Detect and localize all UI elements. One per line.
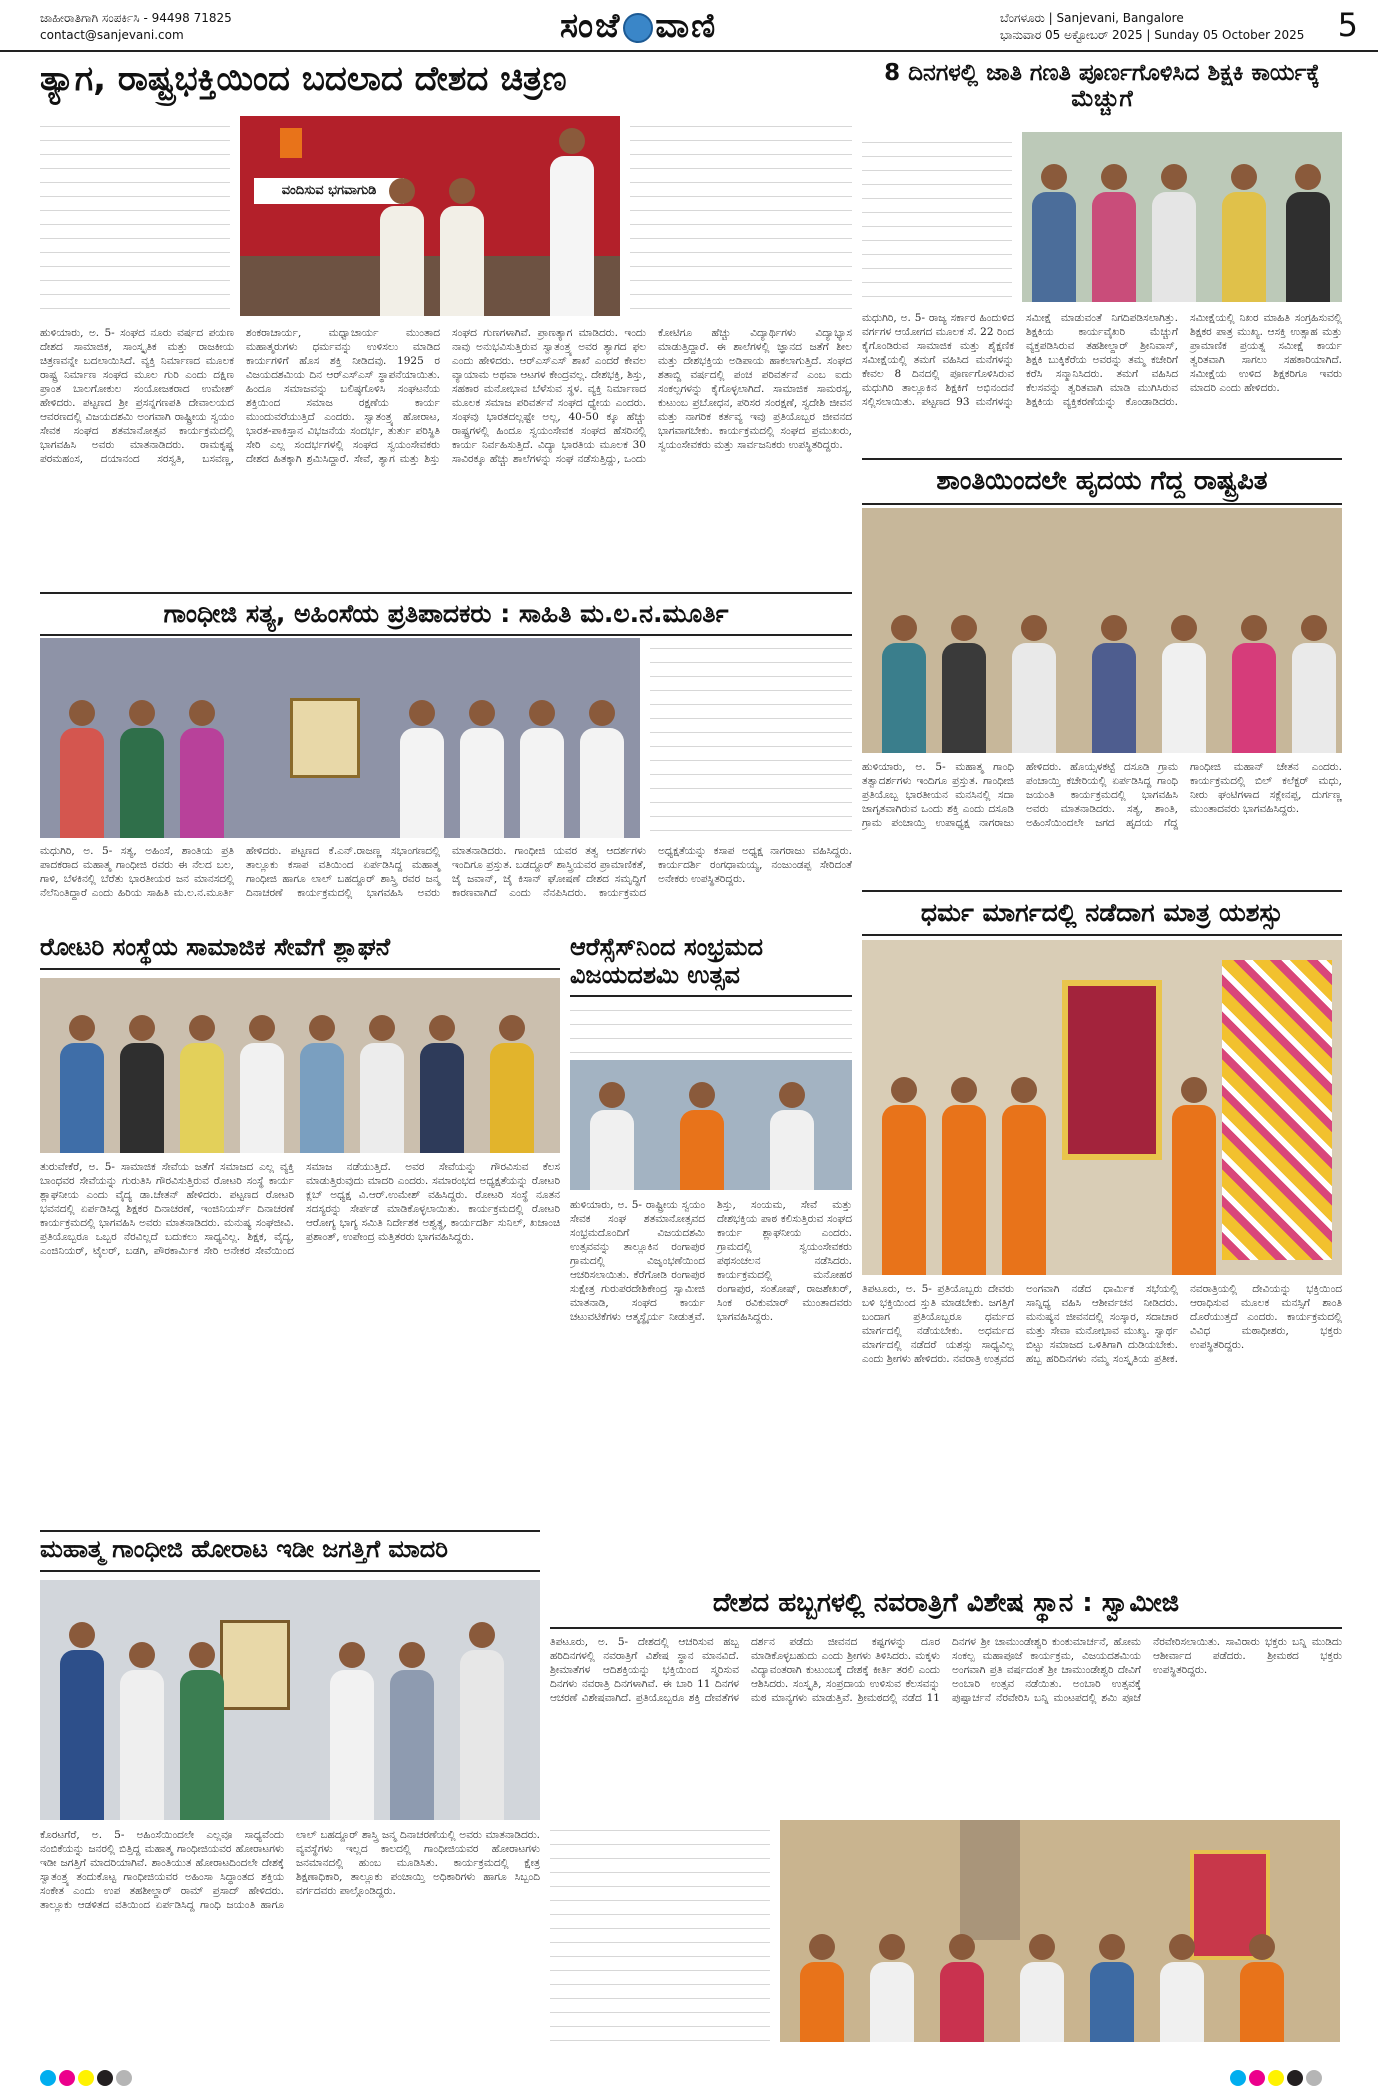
person bbox=[1286, 164, 1330, 302]
photo-teacher-felicitation bbox=[1022, 132, 1342, 302]
person bbox=[520, 700, 564, 838]
black-swatch bbox=[97, 2070, 113, 2086]
photo-gandhi-jayanti-panchayat bbox=[862, 508, 1342, 753]
deity-shrine bbox=[1062, 980, 1162, 1160]
photo-rotary-felicitation bbox=[40, 978, 560, 1153]
article-body: ಮಧುಗಿರಿ, ಅ. 5- ಸತ್ಯ, ಅಹಿಂಸೆ, ಶಾಂತಿಯ ಪ್ರತಿ ಪಾದಕರಾದ ಮಹಾತ್ಮ ಗಾಂಧೀಜಿ ರವರು ಈ ನೆಲದ ಬಲ, ಗಾಳಿ, ಬೆಳಕಿನಲ್ಲಿ ಬೆರೆತು ಭಾರತೀಯರ ಜನ ಮಾನಸದಲ್ಲಿ ನೆಲೆನಿಂತಿದ್ದಾರೆ ಎಂದು ಹಿರಿಯ ಸಾಹಿತಿ ಮ.ಲ.ನ.ಮೂರ್ತಿ ಹೇಳಿದರು. ಪಟ್ಟಣದ ಕೆ.ಎನ್.ರಾಜಣ್ಣ ಸಭಾಂಗಣದಲ್ಲಿ ತಾಲ್ಲೂಕು ಕಸಾಪ ವತಿಯಿಂದ ಏರ್ಪಡಿಸಿದ್ದ ಮಹಾತ್ಮ ಗಾಂಧೀಜಿ ಹಾಗೂ ಲಾಲ್ ಬಹದ್ದೂರ್ ಶಾಸ್ತ್ರಿ ರವರ ಜನ್ಮ ದಿನಾಚರಣೆ ಕಾರ್ಯಕ್ರಮದಲ್ಲಿ ಭಾಗವಹಿಸಿ ಅವರು ಮಾತನಾಡಿದರು. ಗಾಂಧೀಜಿ ಯವರ ತತ್ವ ಆದರ್ಶಗಳು ಇಂದಿಗೂ ಪ್ರಸ್ತುತ. ಬಡದ್ದೂರ್ ಶಾಸ್ತ್ರಿಯವರ ಪ್ರಾಮಾಣಿಕತೆ, ಜೈ ಜವಾನ್, ಜೈ ಕಿಸಾನ್ ಘೋಷಣೆ ದೇಶದ ಸಮೃದ್ಧಿಗೆ ಕಾರಣವಾಗಿದೆ ಎಂದು ನೆನಪಿಸಿದರು. ಕಾರ್ಯಕ್ರಮದ ಅಧ್ಯಕ್ಷತೆಯನ್ನು ಕಸಾಪ ಅಧ್ಯಕ್ಷ ನಾಗರಾಜು ವಹಿಸಿದ್ದರು. ಕಾರ್ಯದರ್ಶಿ ರಂಗಧಾಮಯ್ಯ, ನಂಜುಂಡಪ್ಪ ಸೇರಿದಂತೆ ಅನೇಕರು ಉಪಸ್ಥಿತರಿದ್ದರು. bbox=[40, 845, 852, 899]
gandhi-portrait bbox=[220, 1620, 290, 1710]
registration-marks-right bbox=[1230, 2070, 1325, 2090]
logo-right-text: ವಾಣಿ bbox=[655, 6, 718, 46]
article-body: ಹುಳಿಯಾರು, ಅ. 5- ಮಹಾತ್ಮ ಗಾಂಧಿ ತತ್ವಾದರ್ಶಗಳು ಇಂದಿಗೂ ಪ್ರಸ್ತುತ. ಗಾಂಧೀಜಿ ಪ್ರತಿಯೊಬ್ಬ ಭಾರತೀಯನ ಮನಸಿನಲ್ಲಿ ಸದಾ ಜಾಗೃತವಾಗಿರುವ ಒಂದು ಶಕ್ತಿ ಎಂದು ದಸೂಡಿ ಗ್ರಾಮ ಪಂಚಾಯ್ತಿ ಉಪಾಧ್ಯಕ್ಷ ನಾಗರಾಜು ಹೇಳಿದರು. ಹೊಯ್ಸಳಕಟ್ಟೆ ದಸೂಡಿ ಗ್ರಾಮ ಪಂಚಾಯ್ತಿ ಕಚೇರಿಯಲ್ಲಿ ಏರ್ಪಡಿಸಿದ್ದ ಗಾಂಧಿ ಜಯಂತಿ ಕಾರ್ಯಕ್ರಮದಲ್ಲಿ ಭಾಗವಹಿಸಿ ಅವರು ಮಾತನಾಡಿದರು. ಸತ್ಯ, ಶಾಂತಿ, ಅಹಿಂಸೆಯಿಂದಲೇ ಜಗದ ಹೃದಯ ಗೆದ್ದ ಗಾಂಧೀಜಿ ಮಹಾನ್ ಚೇತನ ಎಂದರು. ಕಾರ್ಯಕ್ರಮದಲ್ಲಿ ಬಿಲ್ ಕಲೆಕ್ಟರ್ ಮಧು, ನೀರು ಘಂಟಿಗಳಾದ ಸಕ್ಲೇನಪ್ಪ, ದುರ್ಗಣ್ಣ ಮುಂತಾದವರು ಭಾಗವಹಿಸಿದ್ದರು. bbox=[862, 761, 1342, 829]
person bbox=[460, 1622, 504, 1820]
person bbox=[60, 700, 104, 838]
person bbox=[590, 1082, 634, 1190]
article-father-of-nation bbox=[862, 458, 1342, 888]
gandhi-portrait bbox=[290, 698, 360, 778]
person bbox=[300, 1015, 344, 1153]
flower-garland bbox=[1222, 960, 1332, 1260]
article-body: ಹುಳಿಯಾರು, ಅ. 5- ರಾಷ್ಟ್ರೀಯ ಸ್ವಯಂ ಸೇವಕ ಸಂಘ ಶತಮಾನೋತ್ಸವದ ಸಂಭ್ರಮದೊಂದಿಗೆ ವಿಜಯದಶಮಿ ಉತ್ಸವವನ್ನು ತಾಲ್ಲೂಕಿನ ರಂಗಾಪುರ ಗ್ರಾಮದಲ್ಲಿ ವಿಜೃಂಭಣೆಯಿಂದ ಆಚರಿಸಲಾಯಿತು. ಕೆರೆಗೋಡಿ ರಂಗಾಪುರ ಸುಕ್ಷೇತ್ರ ಗುರುಪರದೇಶಿಕೇಂದ್ರ ಸ್ವಾಮೀಜಿ ಮಾತನಾಡಿ, ಸಂಘದ ಕಾರ್ಯ ಚಟುವಟಿಕೆಗಳು ಆತ್ಮಸ್ಥೈರ್ಯ ನೀಡುತ್ತವೆ. ಶಿಸ್ತು, ಸಂಯಮ, ಸೇವೆ ಮತ್ತು ದೇಶಭಕ್ತಿಯ ಪಾಠ ಕಲಿಸುತ್ತಿರುವ ಸಂಘದ ಕಾರ್ಯ ಶ್ಲಾಘನೀಯ ಎಂದರು. ಗ್ರಾಮದಲ್ಲಿ ಸ್ವಯಂಸೇವಕರು ಪಥಸಂಚಲನ ನಡೆಸಿದರು. ಕಾರ್ಯಕ್ರಮದಲ್ಲಿ ಮನೋಹರ ರಂಗಾಪುರ, ಸಂತೋಷ್, ರಾಜಶೇಖರ್, ಸಿಂಕ ರವಿಕುಮಾರ್ ಮುಂತಾದವರು ಭಾಗವಹಿಸಿದ್ದರು. bbox=[570, 1199, 852, 1323]
person bbox=[60, 1015, 104, 1153]
person bbox=[1172, 1077, 1216, 1275]
person bbox=[1032, 164, 1076, 302]
person bbox=[120, 1015, 164, 1153]
article-body-left bbox=[550, 1820, 770, 2042]
globe-icon bbox=[623, 13, 653, 43]
article-title: ದೇಶದ ಹಬ್ಬಗಳಲ್ಲಿ ನವರಾತ್ರಿಗೆ ವಿಶೇಷ ಸ್ಥಾನ : ಸ್ವಾಮೀಜಿ bbox=[550, 1585, 1342, 1629]
black-swatch bbox=[1287, 2070, 1303, 2086]
article-title: ಗಾಂಧೀಜಿ ಸತ್ಯ, ಅಹಿಂಸೆಯ ಪ್ರತಿಪಾದಕರು : ಸಾಹಿತಿ ಮ.ಲ.ನ.ಮೂರ್ತಿ bbox=[40, 592, 852, 636]
person bbox=[390, 1642, 434, 1820]
person bbox=[460, 700, 504, 838]
article-rss-centenary bbox=[40, 56, 852, 586]
article-body: ಹುಳಿಯಾರು, ಅ. 5- ಸಂಘದ ನೂರು ವರ್ಷದ ಪಯಣ ದೇಶದ ಸಾಮಾಜಿಕ, ಸಾಂಸ್ಕೃತಿಕ ಮತ್ತು ರಾಜಕೀಯ ಚಿತ್ರಣವನ್ನೇ ಬದಲಾಯಿಸಿದೆ. ವ್ಯಕ್ತಿ ನಿರ್ಮಾಣದ ಮೂಲಕ ರಾಷ್ಟ್ರ ನಿರ್ಮಾಣ ಸಂಘದ ಮೂಲ ಗುರಿ ಎಂದು ದಕ್ಷಿಣ ಪ್ರಾಂತ ಬಾಲಗೋಕುಲ ಸಂಯೋಜಕರಾದ ಉಮೇಶ್ ಹೇಳಿದರು. ಪಟ್ಟಣದ ಶ್ರೀ ಪ್ರಸನ್ನಗಣಪತಿ ದೇವಾಲಯದ ಆವರಣದಲ್ಲಿ ವಿಜಯದಶಮಿ ಅಂಗವಾಗಿ ರಾಷ್ಟ್ರೀಯ ಸ್ವಯಂ ಸೇವಕ ಸಂಘದ ಶತಮಾನೋತ್ಸವ ಕಾರ್ಯಕ್ರಮದಲ್ಲಿ ಭಾಗವಹಿಸಿ ಅವರು ಮಾತನಾಡಿದರು. ರಾಮಕೃಷ್ಣ ಪರಮಹಂಸ, ದಯಾನಂದ ಸರಸ್ವತಿ, ಬಸವಣ್ಣ, ಶಂಕರಾಚಾರ್ಯ, ಮಧ್ವಾಚಾರ್ಯ ಮುಂತಾದ ಮಹಾತ್ಮರುಗಳು ಧರ್ಮವನ್ನು ಉಳಿಸಲು ಮಾಡಿದ ಕಾರ್ಯಗಳಿಗೆ ಹೊಸ ಶಕ್ತಿ ನೀಡಿದವು. 1925 ರ ವಿಜಯದಶಮಿಯ ದಿನ ಆರ್‌ಎಸ್‌ಎಸ್ ಸ್ಥಾಪನೆಯಾಯಿತು. ಹಿಂದೂ ಸಮಾಜವನ್ನು ಬಲಿಷ್ಠಗೊಳಿಸಿ ಸಂಘಟನೆಯ ಶಕ್ತಿಯಿಂದ ಸಮಾಜ ರಕ್ಷಣೆಯ ಕಾರ್ಯ ಮುಂದುವರೆಯುತ್ತಿದೆ ಎಂದರು. ಸ್ವಾತಂತ್ರ್ಯ ಹೋರಾಟ, ಭಾರತ-ಪಾಕಿಸ್ತಾನ ವಿಭಜನೆಯ ಸಂದರ್ಭ, ತುರ್ತು ಪರಿಸ್ಥಿತಿ ಸೇರಿ ಎಲ್ಲ ಸಂದರ್ಭಗಳಲ್ಲಿ ಸಂಘದ ಸ್ವಯಂಸೇವಕರು ದೇಶದ ಹಿತಕ್ಕಾಗಿ ಶ್ರಮಿಸಿದ್ದಾರೆ. ಸೇವೆ, ತ್ಯಾಗ ಮತ್ತು ಶಿಸ್ತು ಸಂಘದ ಗುಣಗಳಾಗಿವೆ. ಪ್ರಾಣತ್ಯಾಗ ಮಾಡಿದರು. ಇಂದು ನಾವು ಅನುಭವಿಸುತ್ತಿರುವ ಸ್ವಾತಂತ್ರ್ಯ ಅವರ ತ್ಯಾಗದ ಫಲ ಎಂದು ಹೇಳಿದರು. ಆರ್‌ಎಸ್‌ಎಸ್ ಶಾಖೆ ಎಂದರೆ ಕೇವಲ ವ್ಯಾಯಾಮ ಅಥವಾ ಆಟಗಳ ಕೇಂದ್ರವಲ್ಲ. ದೇಶಭಕ್ತಿ, ಶಿಸ್ತು, ಸಹಕಾರ ಮನೋಭಾವ ಬೆಳೆಸುವ ಸ್ಥಳ. ವ್ಯಕ್ತಿ ನಿರ್ಮಾಣದ ಮೂಲಕ ಸಮಾಜ ಪರಿವರ್ತನೆ ಸಂಘದ ಧ್ಯೇಯ ಎಂದರು. ಸಂಘವು ಭಾರತದಲ್ಲಷ್ಟೇ ಅಲ್ಲ, 40-50 ಕ್ಕೂ ಹೆಚ್ಚು ರಾಷ್ಟ್ರಗಳಲ್ಲಿ ಹಿಂದೂ ಸ್ವಯಂಸೇವಕ ಸಂಘದ ಹೆಸರಿನಲ್ಲಿ ಕಾರ್ಯ ನಿರ್ವಹಿಸುತ್ತಿದೆ. ವಿದ್ಯಾ ಭಾರತಿಯ ಮೂಲಕ 30 ಸಾವಿರಕ್ಕೂ ಹೆಚ್ಚು ಶಾಲೆಗಳನ್ನು ಸಂಘ ನಡೆಸುತ್ತಿದ್ದು, ಒಂದು ಕೋಟಿಗೂ ಹೆಚ್ಚು ವಿದ್ಯಾರ್ಥಿಗಳು ವಿದ್ಯಾಭ್ಯಾಸ ಮಾಡುತ್ತಿದ್ದಾರೆ. ಈ ಶಾಲೆಗಳಲ್ಲಿ ಜ್ಞಾನದ ಜತೆಗೆ ಶೀಲ ಮತ್ತು ದೇಶಭಕ್ತಿಯ ಅಡಿಪಾಯ ಹಾಕಲಾಗುತ್ತಿದೆ. ಸಂಘದ ಶತಾಬ್ದಿ ವರ್ಷದಲ್ಲಿ ಪಂಚ ಪರಿವರ್ತನೆ ಎಂಬ ಐದು ಸಂಕಲ್ಪಗಳನ್ನು ಕೈಗೊಳ್ಳಲಾಗಿದೆ. ಸಾಮಾಜಿಕ ಸಾಮರಸ್ಯ, ಕುಟುಂಬ ಪ್ರಬೋಧನ, ಪರಿಸರ ಸಂರಕ್ಷಣೆ, ಸ್ವದೇಶಿ ಜೀವನ ಮತ್ತು ನಾಗರಿಕ ಕರ್ತವ್ಯ ಇವು ಪ್ರತಿಯೊಬ್ಬರ ಜೀವನದ ಭಾಗವಾಗಬೇಕು. ಕಾರ್ಯಕ್ರಮದಲ್ಲಿ ಸಂಘದ ಪ್ರಮುಖರು, ಸ್ವಯಂಸೇವಕರು ಮತ್ತು ಸಾರ್ವಜನಿಕರು ಉಪಸ್ಥಿತರಿದ್ದರು. bbox=[40, 327, 852, 465]
article-intro bbox=[570, 1000, 852, 1055]
person bbox=[1152, 164, 1196, 302]
person bbox=[1012, 615, 1056, 753]
yellow-swatch bbox=[1268, 2070, 1284, 2086]
edition-info bbox=[1000, 10, 1304, 44]
article-body: ತುರುವೇಕೆರೆ, ಅ. 5- ಸಾಮಾಜಿಕ ಸೇವೆಯ ಜತೆಗೆ ಸಮಾಜದ ಎಲ್ಲ ವ್ಯಕ್ತಿ ಬಾಂಧವರ ಸೇವೆಯನ್ನು ಗುರುತಿಸಿ ಗೌರವಿಸುತ್ತಿರುವ ರೋಟರಿ ಸಂಸ್ಥೆ ಕಾರ್ಯ ಶ್ಲಾಘನೀಯ ಎಂದು ವೈದ್ಯ ಡಾ.ಚೇತನ್ ಹೇಳಿದರು. ಪಟ್ಟಣದ ರೋಟರಿ ಭವನದಲ್ಲಿ ಏರ್ಪಡಿಸಿದ್ದ ಶಿಕ್ಷಕರ ದಿನಾಚರಣೆ, ಇಂಜಿನಿಯರ್ಸ್ ದಿನಾಚರಣೆ ಕಾರ್ಯಕ್ರಮದಲ್ಲಿ ಭಾಗವಹಿಸಿ ಅವರು ಮಾತನಾಡಿದರು. ಮನುಷ್ಯ ಸಂಘಜೀವಿ. ಪ್ರತಿಯೊಬ್ಬರೂ ಒಬ್ಬರ ನೆರವಿಲ್ಲದೆ ಬದುಕಲು ಸಾಧ್ಯವಿಲ್ಲ. ಶಿಕ್ಷಕ, ವೈದ್ಯ, ಎಂಜಿನಿಯರ್, ಟೈಲರ್, ಬಡಗಿ, ಪೌರಕಾರ್ಮಿಕ ಸೇರಿ ಅನೇಕರ ಸೇವೆಯಿಂದ ಸಮಾಜ ನಡೆಯುತ್ತಿದೆ. ಅವರ ಸೇವೆಯನ್ನು ಗೌರವಿಸುವ ಕೆಲಸ ಮಾಡುತ್ತಿರುವುದು ಮಾದರಿ ಎಂದರು. ಸಮಾರಂಭದ ಅಧ್ಯಕ್ಷತೆಯನ್ನು ರೋಟರಿ ಕ್ಲಬ್ ಅಧ್ಯಕ್ಷ ವಿ.ಆರ್.ಉಮೇಶ್ ವಹಿಸಿದ್ದರು. ರೋಟರಿ ಸಂಸ್ಥೆ ನೂತನ ಸದಸ್ಯರನ್ನು ಸೇರ್ಪಡೆ ಮಾಡಿಕೊಳ್ಳಲಾಯಿತು. ಕಾರ್ಯಕ್ರಮದಲ್ಲಿ ರೋಟರಿ ಆರೋಗ್ಯ ಭಾಗ್ಯ ಸಮಿತಿ ನಿರ್ದೇಶಕ ಅಶ್ವತ್ಥ, ಕಾರ್ಯದರ್ಶಿ ಸುನಿಲ್, ಖಜಾಂಚಿ ಪ್ರಶಾಂತ್, ಉಪೇಂದ್ರ ಮತ್ತಿತರರು ಭಾಗವಹಿಸಿದ್ದರು. bbox=[40, 1161, 560, 1257]
person bbox=[1160, 1934, 1204, 2042]
saffron-flag bbox=[280, 128, 302, 158]
newspaper-logo[interactable] bbox=[560, 6, 717, 46]
logo-left-text: ಸಂಜೆ bbox=[560, 6, 622, 46]
person bbox=[1162, 615, 1206, 753]
photo-rangapura-event bbox=[570, 1060, 852, 1190]
person bbox=[800, 1934, 844, 2042]
person bbox=[882, 615, 926, 753]
article-title: ಮಹಾತ್ಮ ಗಾಂಧೀಜಿ ಹೋರಾಟ ಇಡೀ ಜಗತ್ತಿಗೆ ಮಾದರಿ bbox=[40, 1530, 540, 1572]
person bbox=[360, 1015, 404, 1153]
person bbox=[60, 1622, 104, 1820]
yellow-swatch bbox=[78, 2070, 94, 2086]
person bbox=[120, 1642, 164, 1820]
article-dharma-path bbox=[862, 890, 1342, 1580]
person bbox=[180, 700, 224, 838]
article-body: ಮಧುಗಿರಿ, ಅ. 5- ರಾಜ್ಯ ಸರ್ಕಾರ ಹಿಂದುಳಿದ ವರ್ಗಗಳ ಆಯೋಗದ ಮೂಲಕ ಸೆ. 22 ರಿಂದ ಕೈಗೊಂಡಿರುವ ಸಾಮಾಜಿಕ ಮತ್ತು ಶೈಕ್ಷಣಿಕ ಸಮೀಕ್ಷೆಯಲ್ಲಿ ತಮಗೆ ವಹಿಸಿದ ಮನೆಗಳನ್ನು ಕೇವಲ 8 ದಿನದಲ್ಲಿ ಪೂರ್ಣಗೊಳಿಸಿರುವ ಮಧುಗಿರಿ ತಾಲ್ಲೂಕಿನ ಶಿಕ್ಷಕಿಗೆ ಅಭಿನಂದನೆ ಸಲ್ಲಿಸಲಾಯಿತು. ಪಟ್ಟಣದ 93 ಮನೆಗಳನ್ನು ಸಮೀಕ್ಷೆ ಮಾಡುವಂತೆ ನಿಗದಿಪಡಿಸಲಾಗಿತ್ತು. ಶಿಕ್ಷಕಿಯ ಕಾರ್ಯವೈಖರಿ ಮೆಚ್ಚುಗೆ ವ್ಯಕ್ತಪಡಿಸಿರುವ ತಹಶೀಲ್ದಾರ್ ಶ್ರೀನಿವಾಸ್, ಶಿಕ್ಷಕಿ ಬುಕ್ಕಿಕೆರೆಯ ಅವರನ್ನು ತಮ್ಮ ಕಚೇರಿಗೆ ಕರೆಸಿ ಸನ್ಮಾನಿಸಿದರು. ತಮಗೆ ವಹಿಸಿದ ಕೆಲಸವನ್ನು ತ್ವರಿತವಾಗಿ ಮಾಡಿ ಮುಗಿಸಿರುವ ಶಿಕ್ಷಕಿಯ ವ್ಯಕ್ತಿಕರಣೆಯನ್ನು ಕೊಂಡಾಡಿದರು. ಸಮೀಕ್ಷೆಯಲ್ಲಿ ನಿಖರ ಮಾಹಿತಿ ಸಂಗ್ರಹಿಸುವಲ್ಲಿ ಶಿಕ್ಷಕರ ಪಾತ್ರ ಮುಖ್ಯ. ಆಸಕ್ತಿ ಉತ್ಸಾಹ ಮತ್ತು ಪ್ರಾಮಾಣಿಕ ಪ್ರಯತ್ನ ಸಮೀಕ್ಷೆ ಕಾರ್ಯ ತ್ವರಿತವಾಗಿ ಸಾಗಲು ಸಹಕಾರಿಯಾಗಿದೆ. ಸಮೀಕ್ಷೆಯ ಉಳಿದ ಶಿಕ್ಷಕರಿಗೂ ಇವರು ಮಾದರಿ ಎಂದು ಹೇಳಿದರು. bbox=[862, 312, 1342, 408]
person bbox=[420, 1015, 464, 1153]
person bbox=[1222, 164, 1266, 302]
article-body: ತಿಪಟೂರು, ಅ. 5- ದೇಶದಲ್ಲಿ ಆಚರಿಸುವ ಹಬ್ಬ ಹರಿದಿನಗಳಲ್ಲಿ ನವರಾತ್ರಿಗೆ ವಿಶೇಷ ಸ್ಥಾನ ಮಾನವಿದೆ. ಶ್ರೀಮಾತೆಗಳ ಆದಿಶಕ್ತಿಯನ್ನು ಭಕ್ತಿಯಿಂದ ಸ್ಮರಿಸುವ ದಿನಗಳು ನವರಾತ್ರಿ ದಿನಗಳಾಗಿವೆ. ಈ ಬಾರಿ 11 ದಿನಗಳ ಆಚರಣೆ ವಿಶೇಷವಾಗಿದೆ. ಪ್ರತಿಯೊಬ್ಬರೂ ಶಕ್ತಿ ದೇವತೆಗಳ ದರ್ಶನ ಪಡೆದು ಜೀವನದ ಕಷ್ಟಗಳನ್ನು ದೂರ ಮಾಡಿಕೊಳ್ಳಬಹುದು ಎಂದು ಶ್ರೀಗಳು ತಿಳಿಸಿದರು. ಮಕ್ಕಳು ವಿದ್ಯಾವಂತರಾಗಿ ಕುಟುಂಬಕ್ಕೆ ದೇಶಕ್ಕೆ ಕೀರ್ತಿ ತರಲಿ ಎಂದು ಆಶಿಸಿದರು. ಸಂಸ್ಕೃತಿ, ಸಂಪ್ರದಾಯ ಉಳಿಸುವ ಕೆಲಸವನ್ನು ಮಠ ಮಾನ್ಯಗಳು ಮಾಡುತ್ತಿವೆ. ಶ್ರೀಮಠದಲ್ಲಿ ನಡೆದ 11 ದಿನಗಳ ಶ್ರೀ ಚಾಮುಂಡೇಶ್ವರಿ ಕುಂಕುಮಾರ್ಚನೆ, ಹೋಮ ಸಂಕಲ್ಪ ಮಹಾಪೂಜೆ ಕಾರ್ಯಕ್ರಮ, ವಿಜಯದಶಮಿಯ ಅಂಗವಾಗಿ ಪ್ರತಿ ವರ್ಷದಂತೆ ಶ್ರೀ ಚಾಮುಂಡೇಶ್ವರಿ ದೇವಿಗೆ ಅಂಬಾರಿ ಉತ್ಸವ ನಡೆಯಿತು. ಅಂಬಾರಿ ಉತ್ಸವಕ್ಕೆ ಪುಷ್ಪಾರ್ಚನೆ ನೆರವೇರಿಸಿ ಬನ್ನಿ ಮಂಟಪದಲ್ಲಿ ಶಮಿ ಪೂಜೆ ನೆರವೇರಿಸಲಾಯಿತು. ಸಾವಿರಾರು ಭಕ್ತರು ಬನ್ನಿ ಮುಡಿದು ಆಶೀರ್ವಾದ ಪಡೆದರು. ಶ್ರೀಮಠದ ಭಕ್ತರು ಉಪಸ್ಥಿತರಿದ್ದರು. bbox=[550, 1636, 1342, 1704]
magenta-swatch bbox=[1249, 2070, 1265, 2086]
photo-rss-event bbox=[240, 116, 620, 316]
person bbox=[120, 700, 164, 838]
article-body-right bbox=[630, 116, 852, 321]
photo-swamiji-gathering bbox=[862, 940, 1342, 1275]
grey-swatch bbox=[116, 2070, 132, 2086]
person bbox=[680, 1082, 724, 1190]
masthead bbox=[0, 0, 1378, 52]
person bbox=[1002, 1077, 1046, 1275]
photo-gandhi-tribute bbox=[40, 1580, 540, 1820]
article-title: ತ್ಯಾಗ, ರಾಷ್ಟ್ರಭಕ್ತಿಯಿಂದ ಬದಲಾದ ದೇಶದ ಚಿತ್ರಣ bbox=[40, 59, 567, 99]
person bbox=[400, 700, 444, 838]
person bbox=[942, 1077, 986, 1275]
article-body: ಕೊರಟಗೆರೆ, ಅ. 5- ಅಹಿಂಸೆಯಿಂದಲೇ ಎಲ್ಲವೂ ಸಾಧ್ಯವೆಂದು ನಂಬಿಕೆಯನ್ನು ಜನರಲ್ಲಿ ಬಿತ್ತಿದ್ದ ಮಹಾತ್ಮ ಗಾಂಧೀಜಿಯವರ ಹೋರಾಟಗಳು ಇಡೀ ಜಗತ್ತಿಗೆ ಮಾದರಿಯಾಗಿವೆ. ಶಾಂತಿಯುತ ಹೋರಾಟದಿಂದಲೇ ದೇಶಕ್ಕೆ ಸ್ವಾತಂತ್ರ್ಯ ತಂದುಕೊಟ್ಟ ಗಾಂಧೀಜಿಯವರ ಅಹಿಂಸಾ ಸಿದ್ಧಾಂತದ ಶಕ್ತಿಯ ಸಂಕೇತ ಎಂದು ಉಪ ತಹಶೀಲ್ದಾರ್ ರಾಮ್ ಪ್ರಸಾದ್ ಹೇಳಿದರು. ತಾಲ್ಲೂಕು ಆಡಳಿತದ ವತಿಯಿಂದ ಏರ್ಪಡಿಸಿದ್ದ ಗಾಂಧಿ ಜಯಂತಿ ಹಾಗೂ ಲಾಲ್ ಬಹದ್ದೂರ್ ಶಾಸ್ತ್ರಿ ಜನ್ಮ ದಿನಾಚರಣೆಯಲ್ಲಿ ಅವರು ಮಾತನಾಡಿದರು. ವ್ಯವಸ್ಥೆಗಳು ಇಲ್ಲದ ಕಾಲದಲ್ಲಿ ಗಾಂಧೀಜಿಯವರ ಹೋರಾಟಗಳು ಜನಮಾನದಲ್ಲಿ ಹುಂಬ ಮೂಡಿಸಿತು. ಕಾರ್ಯಕ್ರಮದಲ್ಲಿ ಕ್ಷೇತ್ರ ಶಿಕ್ಷಣಾಧಿಕಾರಿ, ತಾಲ್ಲೂಕು ಪಂಚಾಯ್ತಿ ಅಧಿಕಾರಿಗಳು ಹಾಗೂ ಸಿಬ್ಬಂದಿ ವರ್ಗದವರು ಪಾಲ್ಗೊಂಡಿದ್ದರು. bbox=[40, 1829, 540, 1911]
person bbox=[1092, 164, 1136, 302]
person bbox=[1292, 615, 1336, 753]
article-rotary bbox=[40, 930, 560, 1530]
person bbox=[580, 700, 624, 838]
person bbox=[1240, 1934, 1284, 2042]
person bbox=[942, 615, 986, 753]
person bbox=[330, 1642, 374, 1820]
temple-tower bbox=[960, 1820, 1020, 1940]
edition-location: ಬೆಂಗಳೂರು | Sanjevani, Bangalore bbox=[1000, 11, 1184, 25]
article-title: ರೋಟರಿ ಸಂಸ್ಥೆಯ ಸಾಮಾಜಿಕ ಸೇವೆಗೆ ಶ್ಲಾಘನೆ bbox=[40, 930, 560, 970]
person bbox=[550, 128, 594, 316]
person bbox=[940, 1934, 984, 2042]
person bbox=[380, 178, 424, 316]
article-gandhi-truth bbox=[40, 592, 852, 922]
article-title: ಧರ್ಮ ಮಾರ್ಗದಲ್ಲಿ ನಡೆದಾಗ ಮಾತ್ರ ಯಶಸ್ಸು bbox=[862, 890, 1342, 936]
person bbox=[1020, 1934, 1064, 2042]
contact-email[interactable]: contact@sanjevani.com bbox=[40, 28, 184, 42]
photo-banner: ವಂದಿಸುವ ಭಗವಾಗುಡಿ bbox=[254, 178, 404, 204]
registration-marks-left bbox=[40, 2070, 135, 2090]
article-caste-survey bbox=[862, 56, 1342, 456]
article-body-right bbox=[650, 638, 852, 838]
person bbox=[1092, 615, 1136, 753]
person bbox=[440, 178, 484, 316]
ad-phone: ಜಾಹೀರಾತಿಗಾಗಿ ಸಂಪರ್ಕಿಸಿ - 94498 71825 bbox=[40, 11, 232, 25]
person bbox=[180, 1015, 224, 1153]
person bbox=[1232, 615, 1276, 753]
cyan-swatch bbox=[40, 2070, 56, 2086]
photo-ambari-utsava bbox=[780, 1820, 1340, 2042]
article-body-left bbox=[40, 116, 230, 321]
magenta-swatch bbox=[59, 2070, 75, 2086]
article-navaratri bbox=[550, 1585, 1342, 2045]
ad-contact bbox=[40, 10, 232, 44]
article-title: 8 ದಿನಗಳಲ್ಲಿ ಜಾತಿ ಗಣತಿ ಪೂರ್ಣಗೊಳಿಸಿದ ಶಿಕ್ಷಕಿ ಕಾರ್ಯಕ್ಕೆ ಮೆಚ್ಚುಗೆ bbox=[884, 60, 1320, 113]
edition-date: ಭಾನುವಾರ 05 ಅಕ್ಟೋಬರ್ 2025 | Sunday 05 October 2025 bbox=[1000, 28, 1305, 42]
article-title: ಶಾಂತಿಯಿಂದಲೇ ಹೃದಯ ಗೆದ್ದ ರಾಷ್ಟ್ರಪಿತ bbox=[862, 458, 1342, 505]
person bbox=[1090, 1934, 1134, 2042]
article-body: ತಿಪಟೂರು, ಅ. 5- ಪ್ರತಿಯೊಬ್ಬರು ದೇವರು ಬಳಿ ಭಕ್ತಿಯಿಂದ ಸ್ತುತಿ ಮಾಡಬೇಕು. ಜಗತ್ತಿಗೆ ಬಂದಾಗ ಪ್ರತಿಯೊಬ್ಬರೂ ಧರ್ಮದ ಮಾರ್ಗದಲ್ಲಿ ನಡೆಯಬೇಕು. ಅಧರ್ಮದ ಮಾರ್ಗದಲ್ಲಿ ನಡೆದರೆ ಯಶಸ್ಸು ಸಾಧ್ಯವಿಲ್ಲ ಎಂದು ಶ್ರೀಗಳು ಹೇಳಿದರು. ನವರಾತ್ರಿ ಉತ್ಸವದ ಅಂಗವಾಗಿ ನಡೆದ ಧಾರ್ಮಿಕ ಸಭೆಯಲ್ಲಿ ಸಾನ್ನಿಧ್ಯ ವಹಿಸಿ ಆಶೀರ್ವಚನ ನೀಡಿದರು. ಮನುಷ್ಯನ ಜೀವನದಲ್ಲಿ ಸಂಸ್ಕಾರ, ಸದಾಚಾರ ಮತ್ತು ಸೇವಾ ಮನೋಭಾವ ಮುಖ್ಯ. ಸ್ವಾರ್ಥ ಬಿಟ್ಟು ಸಮಾಜದ ಒಳಿತಿಗಾಗಿ ದುಡಿಯಬೇಕು. ಹಬ್ಬ ಹರಿದಿನಗಳು ನಮ್ಮ ಸಂಸ್ಕೃತಿಯ ಪ್ರತೀಕ. ನವರಾತ್ರಿಯಲ್ಲಿ ದೇವಿಯನ್ನು ಭಕ್ತಿಯಿಂದ ಆರಾಧಿಸುವ ಮೂಲಕ ಮನಸ್ಸಿಗೆ ಶಾಂತಿ ದೊರೆಯುತ್ತದೆ ಎಂದರು. ಕಾರ್ಯಕ್ರಮದಲ್ಲಿ ವಿವಿಧ ಮಠಾಧೀಶರು, ಭಕ್ತರು ಉಪಸ್ಥಿತರಿದ್ದರು. bbox=[862, 1283, 1342, 1365]
article-rss-vijayadashami bbox=[570, 930, 852, 1580]
article-body-left bbox=[862, 132, 1012, 302]
person bbox=[882, 1077, 926, 1275]
person bbox=[240, 1015, 284, 1153]
cyan-swatch bbox=[1230, 2070, 1246, 2086]
article-title: ಆರೆಸ್ಸೆಸ್‌ನಿಂದ ಸಂಭ್ರಮದ ವಿಜಯದಶಮಿ ಉತ್ಸವ bbox=[570, 930, 852, 997]
page-number: 5 bbox=[1337, 6, 1358, 44]
grey-swatch bbox=[1306, 2070, 1322, 2086]
photo-kasapa-event bbox=[40, 638, 640, 838]
article-gandhi-struggle bbox=[40, 1530, 540, 2050]
person bbox=[770, 1082, 814, 1190]
person bbox=[490, 1015, 534, 1153]
person bbox=[870, 1934, 914, 2042]
person bbox=[180, 1642, 224, 1820]
